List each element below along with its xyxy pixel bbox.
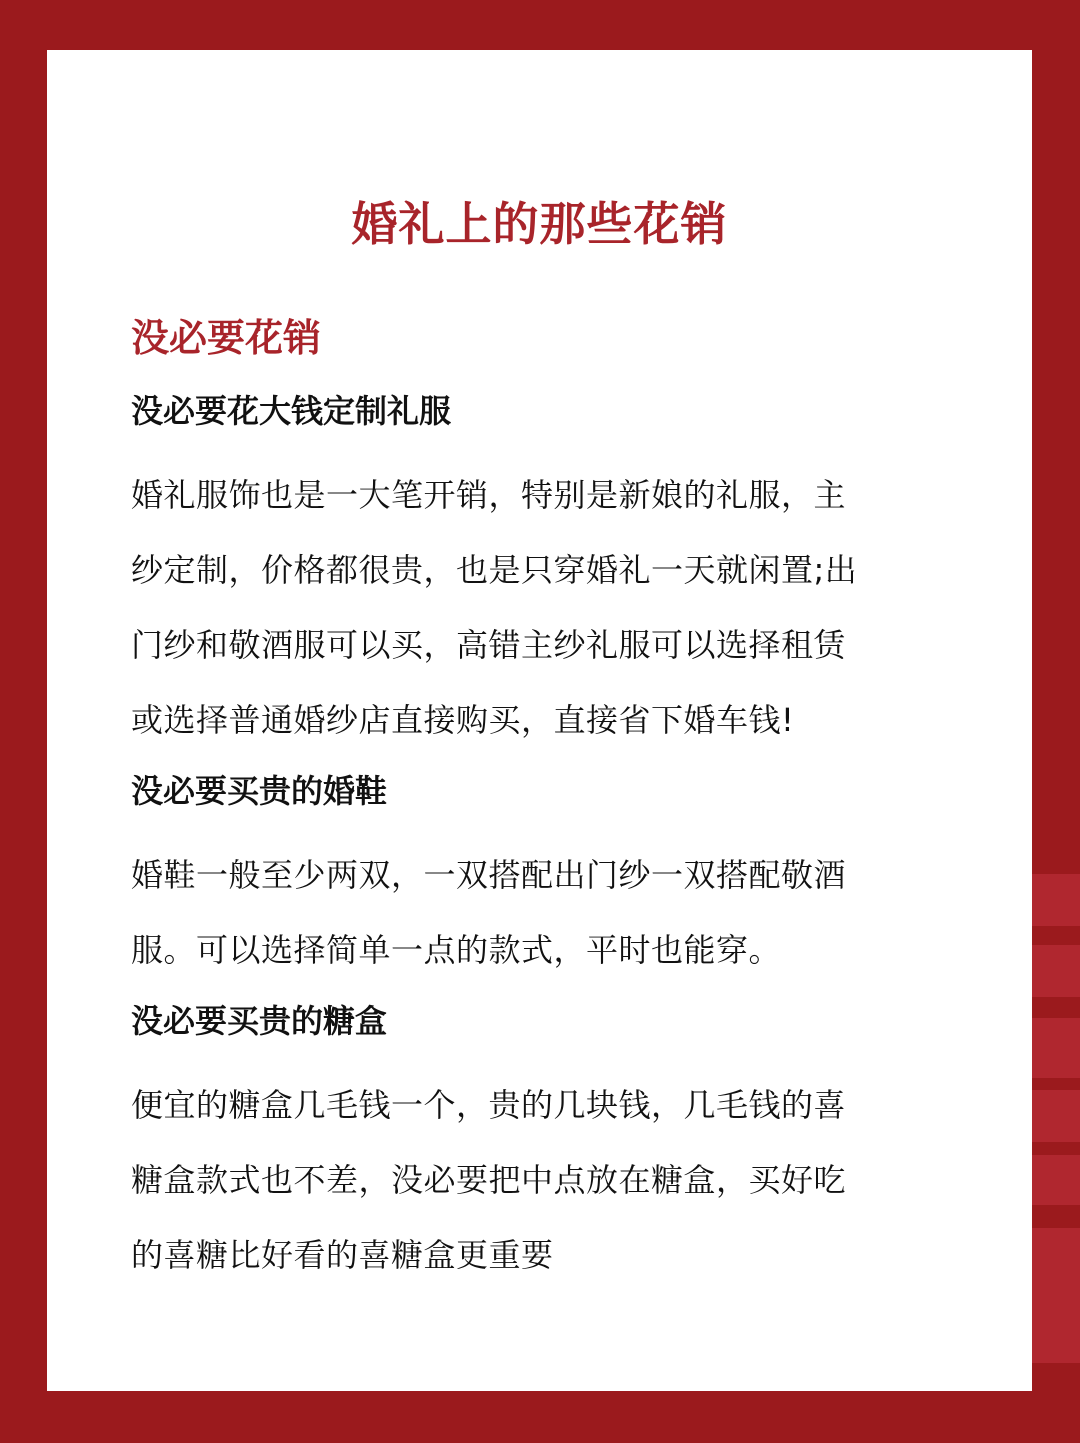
paragraph-line: 门纱和敬酒服可以买，高错主纱礼服可以选择租赁 — [131, 626, 847, 664]
item-heading-shoes: 没必要买贵的婚鞋 — [131, 772, 388, 810]
paragraph-line: 的喜糖比好看的喜糖盒更重要 — [131, 1236, 554, 1274]
section-heading: 没必要花销 — [131, 316, 322, 360]
item-paragraph-shoes — [131, 838, 961, 988]
paragraph-line: 婚礼服饰也是一大笔开销，特别是新娘的礼服，主 — [131, 476, 847, 514]
paragraph-line: 纱定制，价格都很贵，也是只穿婚礼一天就闲置;出 — [131, 551, 858, 589]
paragraph-line: 或选择普通婚纱店直接购买，直接省下婚车钱! — [131, 701, 795, 739]
paragraph-line: 糖盒款式也不差，没必要把中点放在糖盒，买好吃 — [131, 1161, 847, 1199]
item-paragraph-dress — [131, 458, 961, 758]
paragraph-line: 便宜的糖盒几毛钱一个，贵的几块钱，几毛钱的喜 — [131, 1086, 847, 1124]
item-heading-dress: 没必要花大钱定制礼服 — [131, 392, 452, 430]
item-heading-candy-box: 没必要买贵的糖盒 — [131, 1002, 388, 1040]
paragraph-line: 婚鞋一般至少两双，一双搭配出门纱一双搭配敬酒 — [131, 856, 847, 894]
content-card — [47, 50, 1032, 1391]
item-paragraph-candy-box — [131, 1068, 961, 1293]
page-title: 婚礼上的那些花销 — [351, 197, 728, 251]
paragraph-line: 服。可以选择简单一点的款式，平时也能穿。 — [131, 931, 782, 969]
article-body — [131, 308, 961, 1297]
